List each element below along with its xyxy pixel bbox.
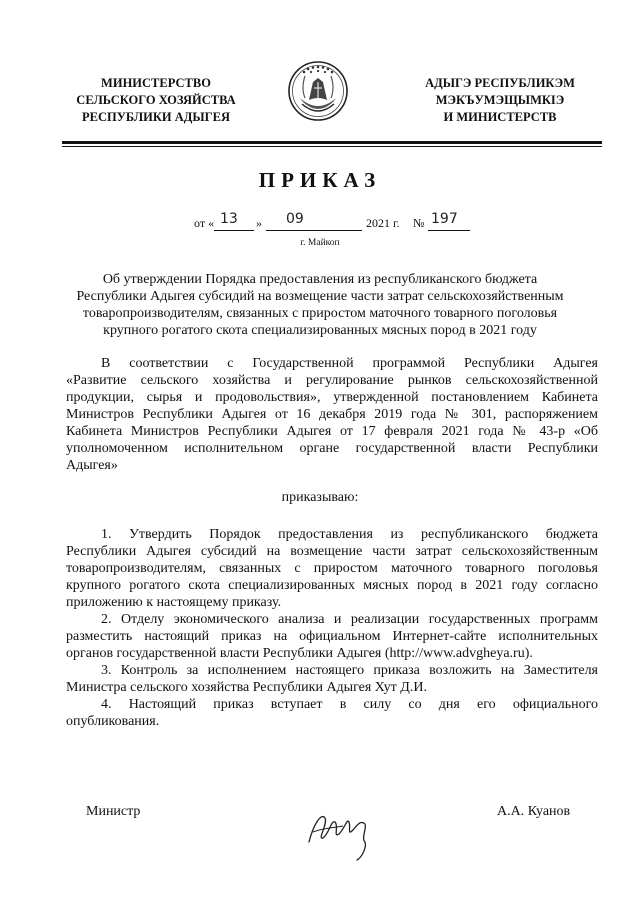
subject-line: товаропроизводителям, связанных с приростом маточного товарного поголовья (82, 306, 558, 321)
item-line: опубликования. (66, 714, 160, 729)
handwritten-signature (303, 798, 383, 863)
coat-of-arms-emblem (287, 58, 349, 124)
subject-line: Об утверждении Порядка предоставления из республиканского бюджета (102, 272, 538, 287)
item-line: 4. Настоящий приказ вступает в силу со дня его официального (101, 697, 598, 712)
preamble-line: «Развитие сельского хозяйства и регулирование рынков сельскохозяйственной (66, 373, 598, 388)
preamble-line: В соответствии с Государственной программой Республики Адыгея (101, 356, 598, 371)
header-divider-thin (62, 146, 602, 147)
preamble-line: Министров Республики Адыгея от 16 декабря 2019 года № 301, распоряжением (66, 407, 598, 422)
city-name: г. Майкоп (300, 238, 340, 248)
item-line: разместить настоящий приказ на официальном Интернет-сайте исполнительных (66, 629, 598, 644)
item-line: товаропроизводителям, связанных с приростом маточного товарного поголовья (66, 561, 598, 576)
item-line: органов государственной власти Республики Адыгея (http://www.advgheya.ru). (66, 646, 533, 661)
ministry-name-adyghe (400, 75, 600, 126)
item-line: 3. Контроль за исполнением настоящего приказа возложить на Заместителя (101, 663, 598, 678)
item-line: Республики Адыгея субсидий на возмещение части затрат сельскохозяйственным (66, 544, 598, 559)
date-day: 13 (220, 211, 238, 227)
header-right-line-1: АДЫГЭ РЕСПУБЛИКЭМ (425, 76, 575, 90)
document-title: ПРИКАЗ (258, 168, 382, 192)
preamble-line: продукции, сырья и продовольствия», утвержденной постановлением Кабинета (66, 390, 598, 405)
date-month: 09 (286, 211, 304, 227)
date-quote-close: » (256, 216, 262, 230)
header-divider-thick (62, 141, 602, 144)
header-right-line-3: И МИНИСТЕРСТВ (443, 110, 557, 124)
header-left-line-2: СЕЛЬСКОГО ХОЗЯЙСТВА (76, 93, 236, 107)
order-word: приказываю: (281, 490, 359, 505)
date-prefix: от « (194, 216, 215, 230)
signatory-role: Министр (86, 804, 141, 819)
preamble-line: уполномоченном исполнительном органе государственной власти Республики (66, 441, 598, 456)
item-line: приложению к настоящему приказу. (66, 595, 282, 610)
order-number: 197 (431, 211, 458, 227)
order-number-label: № (413, 216, 425, 230)
signatory-name: А.А. Куанов (497, 804, 571, 819)
subject-line: Республики Адыгея субсидий на возмещение части затрат сельскохозяйственным (76, 289, 564, 304)
date-number-line (180, 210, 470, 234)
preamble-line: Адыгея» (66, 458, 118, 473)
preamble-line: Кабинета Министров Республики Адыгея от 17 февраля 2021 года № 43-р «Об (66, 424, 598, 439)
header-left-line-1: МИНИСТЕРСТВО (101, 76, 211, 90)
item-line: крупного рогатого скота специализированных мясных пород в 2021 году согласно (66, 578, 598, 593)
ministry-name-russian (56, 75, 256, 126)
item-line: 1. Утвердить Порядок предоставления из республиканского бюджета (101, 527, 598, 542)
header-right-line-2: МЭКЪУМЭЩЫМКIЭ (435, 93, 565, 107)
item-line: 2. Отделу экономического анализа и реализации государственных программ (101, 612, 598, 627)
date-year: 2021 г. (366, 216, 400, 230)
subject-line: крупного рогатого скота специализированных мясных пород в 2021 году (103, 323, 537, 338)
header-left-line-3: РЕСПУБЛИКИ АДЫГЕЯ (81, 110, 231, 124)
item-line: Министра сельского хозяйства Республики Адыгея Хут Д.И. (66, 680, 427, 695)
